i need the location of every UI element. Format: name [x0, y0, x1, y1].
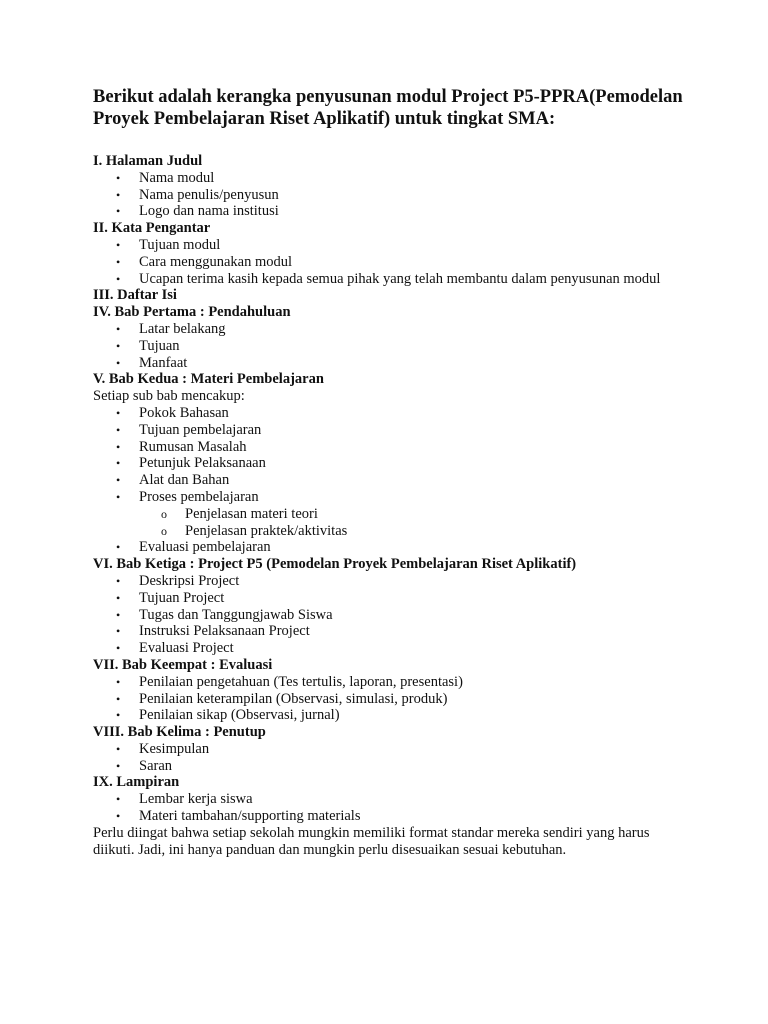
list-item-text: Evaluasi pembelajaran	[139, 539, 271, 556]
list-item	[93, 203, 693, 220]
bullet-icon: •	[116, 254, 121, 269]
bullet-icon: •	[116, 641, 121, 656]
circle-bullet-icon: o	[161, 523, 167, 538]
list-item	[93, 489, 693, 506]
list-item	[93, 455, 693, 472]
section-heading-penutup: VIII. Bab Kelima : Penutup	[93, 724, 266, 741]
section-heading-materi-pembelajaran: V. Bab Kedua : Materi Pembelajaran	[93, 371, 324, 388]
list-item	[93, 539, 693, 556]
list-item-text: Penilaian pengetahuan (Tes tertulis, laporan, presentasi)	[139, 673, 463, 690]
list-item-text: Tujuan pembelajaran	[139, 421, 262, 438]
list-item-text: Penilaian keterampilan (Observasi, simulasi, produk)	[139, 690, 448, 707]
list-item-text: Cara menggunakan modul	[139, 253, 293, 270]
section-list-project-p5	[93, 573, 693, 657]
section-list-evaluasi	[93, 674, 693, 724]
sub-list-proses-pembelajaran	[93, 506, 693, 540]
list-item	[93, 422, 693, 439]
section-list-materi-pembelajaran	[93, 405, 693, 506]
bullet-icon: •	[116, 674, 121, 689]
list-item	[93, 237, 693, 254]
section-heading-lampiran: IX. Lampiran	[93, 774, 180, 791]
list-item	[93, 405, 693, 422]
bullet-icon: •	[116, 187, 121, 202]
list-item-text: Manfaat	[139, 354, 188, 371]
list-item	[93, 187, 693, 204]
list-item	[93, 439, 693, 456]
list-item-text: Proses pembelajaran	[139, 488, 259, 505]
list-item	[93, 607, 693, 624]
bullet-icon: •	[116, 489, 121, 504]
circle-bullet-icon: o	[161, 506, 167, 521]
list-item	[93, 691, 693, 708]
list-item-text: Nama modul	[139, 169, 215, 186]
list-item	[93, 590, 693, 607]
bullet-icon: •	[116, 439, 121, 454]
bullet-icon: •	[116, 204, 121, 219]
bullet-icon: •	[116, 741, 121, 756]
list-item	[93, 472, 693, 489]
list-item-text: Tujuan modul	[139, 236, 221, 253]
list-item	[93, 674, 693, 691]
bullet-icon: •	[116, 321, 121, 336]
list-item-text: Rumusan Masalah	[139, 438, 247, 455]
list-item-text: Tujuan	[139, 337, 180, 354]
list-item	[93, 271, 699, 288]
list-item-text: Nama penulis/penyusun	[139, 186, 279, 203]
section-heading-pendahuluan: IV. Bab Pertama : Pendahuluan	[93, 304, 291, 321]
section-heading-daftar-isi: III. Daftar Isi	[93, 287, 177, 304]
list-item	[93, 741, 693, 758]
bullet-icon: •	[116, 456, 121, 471]
bullet-icon: •	[116, 691, 121, 706]
list-item	[93, 623, 693, 640]
bullet-icon: •	[116, 573, 121, 588]
document-content	[93, 86, 693, 858]
bullet-icon: •	[116, 792, 121, 807]
document-title: Berikut adalah kerangka penyusunan modul Project P5-PPRA(Pemodelan Proyek Pembelajaran Riset Aplikatif) untuk tingkat SMA:	[93, 87, 683, 129]
section-list-penutup	[93, 741, 693, 775]
list-item-text: Pokok Bahasan	[139, 404, 229, 421]
bullet-icon: •	[116, 708, 121, 723]
sub-list-item	[93, 506, 693, 523]
section-heading-evaluasi: VII. Bab Keempat : Evaluasi	[93, 656, 273, 673]
section-heading-project-p5: VI. Bab Ketiga : Project P5 (Pemodelan Proyek Pembelajaran Riset Aplikatif)	[93, 556, 577, 573]
bullet-icon: •	[116, 540, 121, 555]
list-item	[93, 321, 693, 338]
list-item	[93, 338, 693, 355]
list-item	[93, 758, 693, 775]
list-item-text: Logo dan nama institusi	[139, 203, 279, 220]
section-list-pendahuluan	[93, 321, 693, 371]
bullet-icon: •	[116, 237, 121, 252]
list-item-text: Evaluasi Project	[139, 640, 234, 657]
section-list-lampiran	[93, 791, 693, 825]
sub-list-item	[93, 523, 693, 540]
section-list-halaman-judul	[93, 170, 693, 220]
list-item	[93, 355, 693, 372]
list-item-text: Ucapan terima kasih kepada semua pihak yang telah membantu dalam penyusunan modul	[139, 270, 661, 287]
list-item-text: Instruksi Pelaksanaan Project	[139, 623, 310, 640]
list-item-text: Petunjuk Pelaksanaan	[139, 455, 266, 472]
bullet-icon: •	[116, 405, 121, 420]
list-item-text: Deskripsi Project	[139, 572, 240, 589]
list-item-text: Saran	[139, 757, 173, 774]
list-item	[93, 170, 693, 187]
list-item	[93, 640, 693, 657]
section-list-materi-pembelajaran-after	[93, 539, 693, 556]
bullet-icon: •	[116, 809, 121, 824]
bullet-icon: •	[116, 170, 121, 185]
sub-list-item-text: Penjelasan praktek/aktivitas	[185, 522, 348, 539]
section-list-kata-pengantar	[93, 237, 693, 287]
list-item-text: Materi tambahan/supporting materials	[139, 808, 361, 825]
list-item	[93, 254, 693, 271]
bullet-icon: •	[116, 624, 121, 639]
bullet-icon: •	[116, 590, 121, 605]
section-intro: Setiap sub bab mencakup:	[93, 388, 245, 405]
bullet-icon: •	[116, 473, 121, 488]
list-item-text: Lembar kerja siswa	[139, 791, 253, 808]
sub-list-item-text: Penjelasan materi teori	[185, 505, 318, 522]
list-item-text: Kesimpulan	[139, 740, 210, 757]
bullet-icon: •	[116, 758, 121, 773]
bullet-icon: •	[116, 271, 121, 286]
list-item	[93, 573, 693, 590]
closing-paragraph: Perlu diingat bahwa setiap sekolah mungkin memiliki format standar mereka sendiri yang harus diikuti. Jadi, ini hanya panduan dan mungkin perlu disesuaikan sesuai kebutuhan.	[93, 824, 650, 858]
section-heading-kata-pengantar: II. Kata Pengantar	[93, 220, 211, 237]
list-item-text: Penilaian sikap (Observasi, jurnal)	[139, 707, 340, 724]
list-item-text: Tugas dan Tanggungjawab Siswa	[139, 606, 333, 623]
bullet-icon: •	[116, 607, 121, 622]
list-item	[93, 791, 693, 808]
list-item-text: Tujuan Project	[139, 589, 225, 606]
bullet-icon: •	[116, 355, 121, 370]
bullet-icon: •	[116, 338, 121, 353]
list-item-text: Alat dan Bahan	[139, 472, 230, 489]
list-item	[93, 707, 693, 724]
list-item-text: Latar belakang	[139, 320, 226, 337]
section-heading-halaman-judul: I. Halaman Judul	[93, 153, 203, 169]
list-item	[93, 808, 693, 825]
bullet-icon: •	[116, 422, 121, 437]
